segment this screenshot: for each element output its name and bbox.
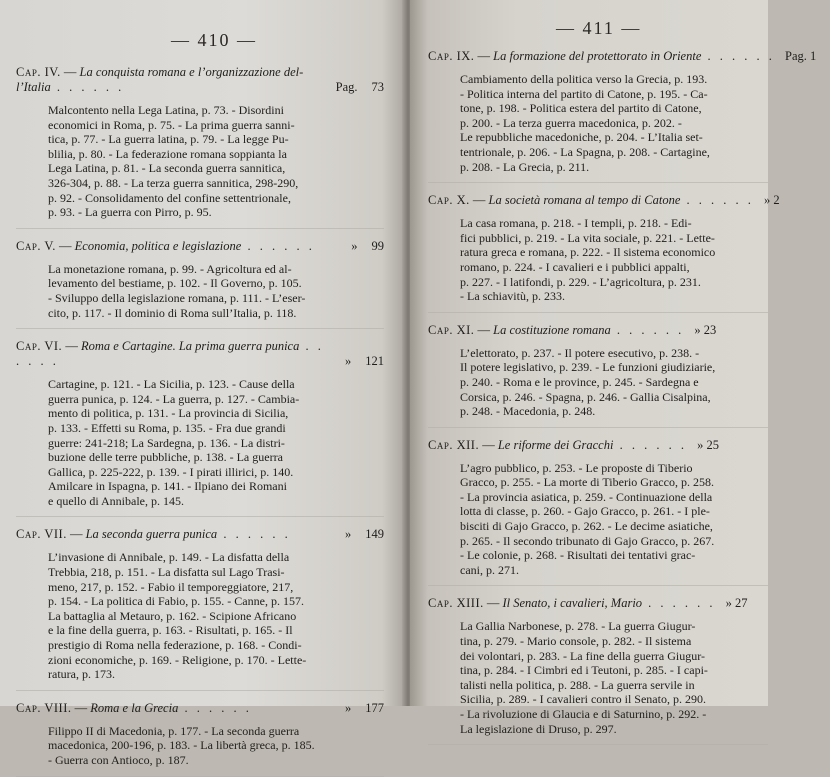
summary-line: Lega Latina, p. 81. - La seconda guerra sannitica, <box>48 161 286 176</box>
chapter-number: Cap. IX. <box>428 49 475 63</box>
summary-line: e la fine della guerra, p. 163. - Risultati, p. 165. - Il <box>48 623 293 638</box>
chapter-summary <box>428 461 768 578</box>
chapter-heading <box>428 323 768 338</box>
dot-leader: . . . . . . <box>16 339 324 369</box>
chapter-dash: — <box>486 596 500 611</box>
chapter-heading <box>16 527 384 542</box>
chapter-entry <box>428 323 768 428</box>
dot-leader: . . . . . . <box>217 527 291 542</box>
chapter-page-ref <box>345 527 384 542</box>
divider <box>428 744 768 745</box>
chapter-entry <box>16 339 384 517</box>
chapter-title: La società romana al tempo di Catone <box>488 193 681 208</box>
chapter-dash: — <box>472 193 486 208</box>
summary-line: La battaglia al Metauro, p. 162. - Scipione Africano <box>48 608 297 623</box>
summary-line: Corsica, p. 246. - Spagna, p. 246. - Gallia Cisalpina, <box>460 389 711 404</box>
summary-line: Cambiamento della politica verso la Grecia, p. 193. <box>460 72 708 86</box>
summary-line: ratura greca e romana, p. 222. - Il sistema economico <box>460 245 716 260</box>
summary-line: p. 92. - Consolidamento del confine settentrionale, <box>48 190 291 205</box>
summary-line: prestigio di Roma nella federazione, p. 168. - Condi- <box>48 638 302 653</box>
summary-line: Sicilia, p. 289. - I cavalieri contro il Senato, p. 290. <box>460 692 706 707</box>
summary-line: romano, p. 224. - I cavalieri e i pubblici appalti, <box>460 259 690 274</box>
summary-line: La Gallia Narbonese, p. 278. - La guerra Giugur- <box>460 619 696 634</box>
left-page <box>0 0 406 767</box>
dot-leader: . . . . . . <box>50 80 125 94</box>
summary-line: cito, p. 117. - Il dominio di Roma sull’Italia, p. 118. <box>48 305 297 320</box>
chapter-page-ref <box>785 49 830 63</box>
summary-line: - La rivoluzione di Glaucia e di Saturnino, p. 292. - <box>460 707 707 721</box>
chapter-number: Cap. VIII. <box>16 700 72 715</box>
summary-line: tina, p. 284. - I Cimbri ed i Teutoni, p. 285. - I capi- <box>460 663 708 678</box>
chapter-title: La conquista romana e l’organizzazione del- <box>79 65 304 79</box>
chapter-dash: — <box>74 700 88 715</box>
summary-line: La monetazione romana, p. 99. - Agricoltura ed al- <box>48 261 292 276</box>
page-prefix: » 2 <box>764 193 780 208</box>
summary-line: L’invasione di Annibale, p. 149. - La disfatta della <box>48 550 290 565</box>
chapter-number: Cap. XI. <box>428 322 475 337</box>
summary-line: bisciti di Gajo Gracco, p. 262. - Le decime asiatiche, <box>460 519 713 534</box>
chapter-dash: — <box>63 65 77 79</box>
divider <box>16 690 384 691</box>
chapter-summary <box>16 724 384 768</box>
summary-line: Trebbia, 218, p. 151. - La disfatta sul Lago Trasi- <box>48 565 285 580</box>
chapter-list <box>16 65 384 777</box>
dot-leader: . . . . . . <box>701 49 782 63</box>
dot-leader: . . . . . . <box>178 700 252 715</box>
summary-line: L’elettorato, p. 237. - Il potere esecutivo, p. 238. - <box>460 345 700 360</box>
divider <box>428 312 768 313</box>
summary-line: - Le colonie, p. 268. - Risultati dei tentativi grac- <box>460 548 696 563</box>
chapter-title: l’Italia <box>16 80 51 94</box>
page-prefix: » <box>351 238 358 253</box>
page-number-ref: 73 <box>371 80 384 94</box>
summary-line: La legislazione di Druso, p. 297. <box>460 721 617 736</box>
chapter-page-ref <box>726 596 762 610</box>
summary-line: tone, p. 198. - Politica estera del partito di Catone, <box>460 101 702 116</box>
chapter-title: La costituzione romana <box>493 322 611 337</box>
summary-line: p. 240. - Roma e le province, p. 245. - Sardegna e <box>460 374 699 389</box>
divider <box>16 228 384 229</box>
chapter-number: Cap. VII. <box>16 527 67 542</box>
summary-line: Gallica, p. 225-222, p. 139. - I pirati illirici, p. 140. <box>48 464 294 479</box>
page-prefix: » <box>345 354 352 369</box>
summary-line: macedonica, 200-196, p. 183. - La libertà greca, p. 185. <box>48 738 315 753</box>
summary-line: Filippo II di Macedonia, p. 177. - La seconda guerra <box>48 723 300 738</box>
chapter-number: Cap. XIII. <box>428 596 484 611</box>
summary-line: tentrionale, p. 206. - La Spagna, p. 208. - Cartagine, <box>460 144 710 159</box>
chapter-heading <box>16 65 384 95</box>
summary-line: Cartagine, p. 121. - La Sicilia, p. 123. - Cause della <box>48 377 295 392</box>
chapter-title: Economia, politica e legislazione <box>74 238 242 253</box>
summary-line: guerra punica, p. 124. - La guerra, p. 127. - Cambia- <box>48 391 300 406</box>
page-prefix: » 27 <box>725 596 748 611</box>
chapter-entry <box>16 701 384 777</box>
chapter-heading <box>428 193 780 208</box>
chapter-page-ref <box>764 193 794 207</box>
summary-line: tina, p. 279. - Mario console, p. 282. - Il sistema <box>460 634 692 649</box>
summary-line: fici pubblici, p. 219. - La vita sociale, p. 221. - Lette- <box>460 230 715 245</box>
chapter-page-ref <box>694 323 730 337</box>
summary-line: levamento del bestiame, p. 102. - Il Governo, p. 105. <box>48 276 302 291</box>
summary-line: Amilcare in Ispagna, p. 141. - Ilpiano dei Romani <box>48 479 287 494</box>
dot-leader: . . . . . . <box>642 596 722 611</box>
page-prefix: » 23 <box>694 322 717 337</box>
chapter-title: La seconda guerra punica <box>85 527 218 542</box>
summary-line: Gracco, p. 255. - La morte di Tiberio Gracco, p. 258. <box>460 475 714 490</box>
divider <box>16 776 384 777</box>
summary-line: p. 248. - Macedonia, p. 248. <box>460 404 596 419</box>
chapter-dash: — <box>482 437 495 452</box>
divider <box>16 516 384 517</box>
summary-line: buzione delle terre pubbliche, p. 138. - La guerra <box>48 450 283 465</box>
chapter-dash: — <box>477 322 491 337</box>
chapter-heading <box>16 339 384 369</box>
summary-line: Malcontento nella Lega Latina, p. 73. - Disordini <box>48 103 284 117</box>
summary-line: p. 208. - La Grecia, p. 211. <box>460 159 590 174</box>
chapter-summary <box>428 216 768 304</box>
summary-line: - La schiavitù, p. 233. <box>460 289 565 304</box>
chapter-summary <box>16 103 384 220</box>
summary-line: La casa romana, p. 218. - I templi, p. 218. - Edi- <box>460 216 692 231</box>
summary-line: p. 200. - La terza guerra macedonica, p. 202. - <box>460 115 682 130</box>
chapter-entry <box>16 239 384 329</box>
page-prefix: » <box>345 700 352 715</box>
chapter-entry <box>428 596 768 745</box>
chapter-dash: — <box>65 339 78 354</box>
page-number: — 410 — <box>171 30 257 50</box>
page-prefix: » 25 <box>697 437 719 452</box>
chapter-page-ref <box>336 80 384 95</box>
summary-line: p. 154. - La politica di Fabio, p. 155. - Canne, p. 157. <box>48 594 304 609</box>
chapter-list <box>428 49 817 745</box>
chapter-summary <box>428 619 768 736</box>
divider <box>428 182 768 183</box>
chapter-summary <box>16 550 384 681</box>
chapter-heading <box>428 49 817 64</box>
summary-line: lotta di classe, p. 260. - Gajo Gracco, p. 261. - I ple- <box>460 504 710 519</box>
page-number-ref: 99 <box>371 238 384 253</box>
chapter-page-ref <box>345 701 384 716</box>
summary-line: guerre: 241-218; La Sardegna, p. 136. - La distri- <box>48 435 285 450</box>
summary-line: e quello di Annibale, p. 145. <box>48 493 184 508</box>
chapter-summary <box>428 72 768 174</box>
chapter-summary <box>428 346 768 419</box>
summary-line: p. 133. - Effetti su Roma, p. 135. - Fra due grandi <box>48 420 286 435</box>
chapter-summary <box>16 377 384 508</box>
chapter-heading <box>428 596 768 611</box>
divider <box>428 585 768 586</box>
chapter-number: Cap. IV. <box>16 65 61 79</box>
chapter-title: Roma e Cartagine. La prima guerra punica <box>80 339 300 354</box>
summary-line: p. 265. - Il secondo tribunato di Gajo Gracco, p. 267. <box>460 533 715 548</box>
summary-line: meno, 217, p. 152. - Fabio il temporeggiatore, 217, <box>48 579 294 594</box>
chapter-entry <box>428 193 780 313</box>
summary-line: - La provincia asiatica, p. 259. - Continuazione della <box>460 489 713 504</box>
chapter-number: Cap. X. <box>428 193 470 208</box>
dot-leader: . . . . . . <box>610 322 691 337</box>
summary-line: blilia, p. 80. - La federazione romana soppianta la <box>48 146 287 161</box>
summary-line: tica, p. 77. - La guerra latina, p. 79. - La legge Pu- <box>48 132 289 147</box>
page-number-ref: 149 <box>365 527 384 542</box>
chapter-entry <box>16 527 384 690</box>
dot-leader: . . . . . . <box>680 193 761 208</box>
summary-line: Le repubbliche macedoniche, p. 204. - L’Italia set- <box>460 130 703 145</box>
page-number-ref: 121 <box>365 354 384 369</box>
summary-line: p. 93. - La guerra con Pirro, p. 95. <box>48 205 212 220</box>
chapter-title: La formazione del protettorato in Oriente <box>493 49 702 63</box>
summary-line: - Guerra con Antioco, p. 187. <box>48 753 189 767</box>
right-page <box>410 0 817 736</box>
chapter-page-ref <box>345 354 384 369</box>
page-prefix: » <box>345 527 352 542</box>
page-number-ref: 177 <box>365 700 384 715</box>
dot-leader: . . . . . . <box>613 437 694 452</box>
summary-line: economici in Roma, p. 75. - La prima guerra sanni- <box>48 117 295 132</box>
summary-line: L’agro pubblico, p. 253. - Le proposte di Tiberio <box>460 460 693 475</box>
divider <box>428 427 768 428</box>
summary-line: p. 227. - I latifondi, p. 229. - L’agricoltura, p. 231. <box>460 274 701 289</box>
chapter-number: Cap. VI. <box>16 339 63 354</box>
chapter-dash: — <box>59 238 72 253</box>
page-number: — 411 — <box>556 18 642 38</box>
dot-leader: . . . . . . <box>241 238 315 253</box>
chapter-heading <box>428 438 768 453</box>
chapter-dash: — <box>69 527 83 542</box>
chapter-heading <box>16 701 384 716</box>
chapter-title: Le riforme dei Gracchi <box>497 437 614 452</box>
page-prefix: Pag. <box>335 80 358 94</box>
summary-line: ratura, p. 173. <box>48 667 115 682</box>
divider <box>16 328 384 329</box>
chapter-entry <box>428 438 768 587</box>
summary-line: cani, p. 271. <box>460 562 519 577</box>
chapter-page-ref <box>697 438 733 452</box>
summary-line: talisti nella politica, p. 288. - La guerra servile in <box>460 677 695 692</box>
chapter-number: Cap. XII. <box>428 437 480 452</box>
chapter-heading <box>16 239 384 254</box>
chapter-title: Roma e la Grecia <box>90 700 179 715</box>
chapter-title: Il Senato, i cavalieri, Mario <box>502 596 643 611</box>
summary-line: - Sviluppo della legislazione romana, p. 111. - L’eser- <box>48 290 306 305</box>
page-prefix: Pag. 1 <box>785 49 817 63</box>
summary-line: mento di politica, p. 131. - La provincia di Sicilia, <box>48 406 289 421</box>
chapter-page-ref <box>351 239 384 254</box>
chapter-entry <box>16 65 384 229</box>
chapter-dash: — <box>477 49 491 63</box>
chapter-entry <box>428 49 817 183</box>
summary-line: - Politica interna del partito di Catone, p. 195. - Ca- <box>460 86 708 101</box>
summary-line: 326-304, p. 88. - La terza guerra sannitica, 298-290, <box>48 175 299 190</box>
summary-line: Il potere legislativo, p. 239. - Le funzioni giudiziarie, <box>460 360 716 375</box>
chapter-number: Cap. V. <box>16 238 56 253</box>
summary-line: dei volontari, p. 283. - La fine della guerra Giugur- <box>460 648 706 663</box>
chapter-summary <box>16 262 384 320</box>
summary-line: zioni economiche, p. 169. - Religione, p. 170. - Lette- <box>48 652 307 667</box>
